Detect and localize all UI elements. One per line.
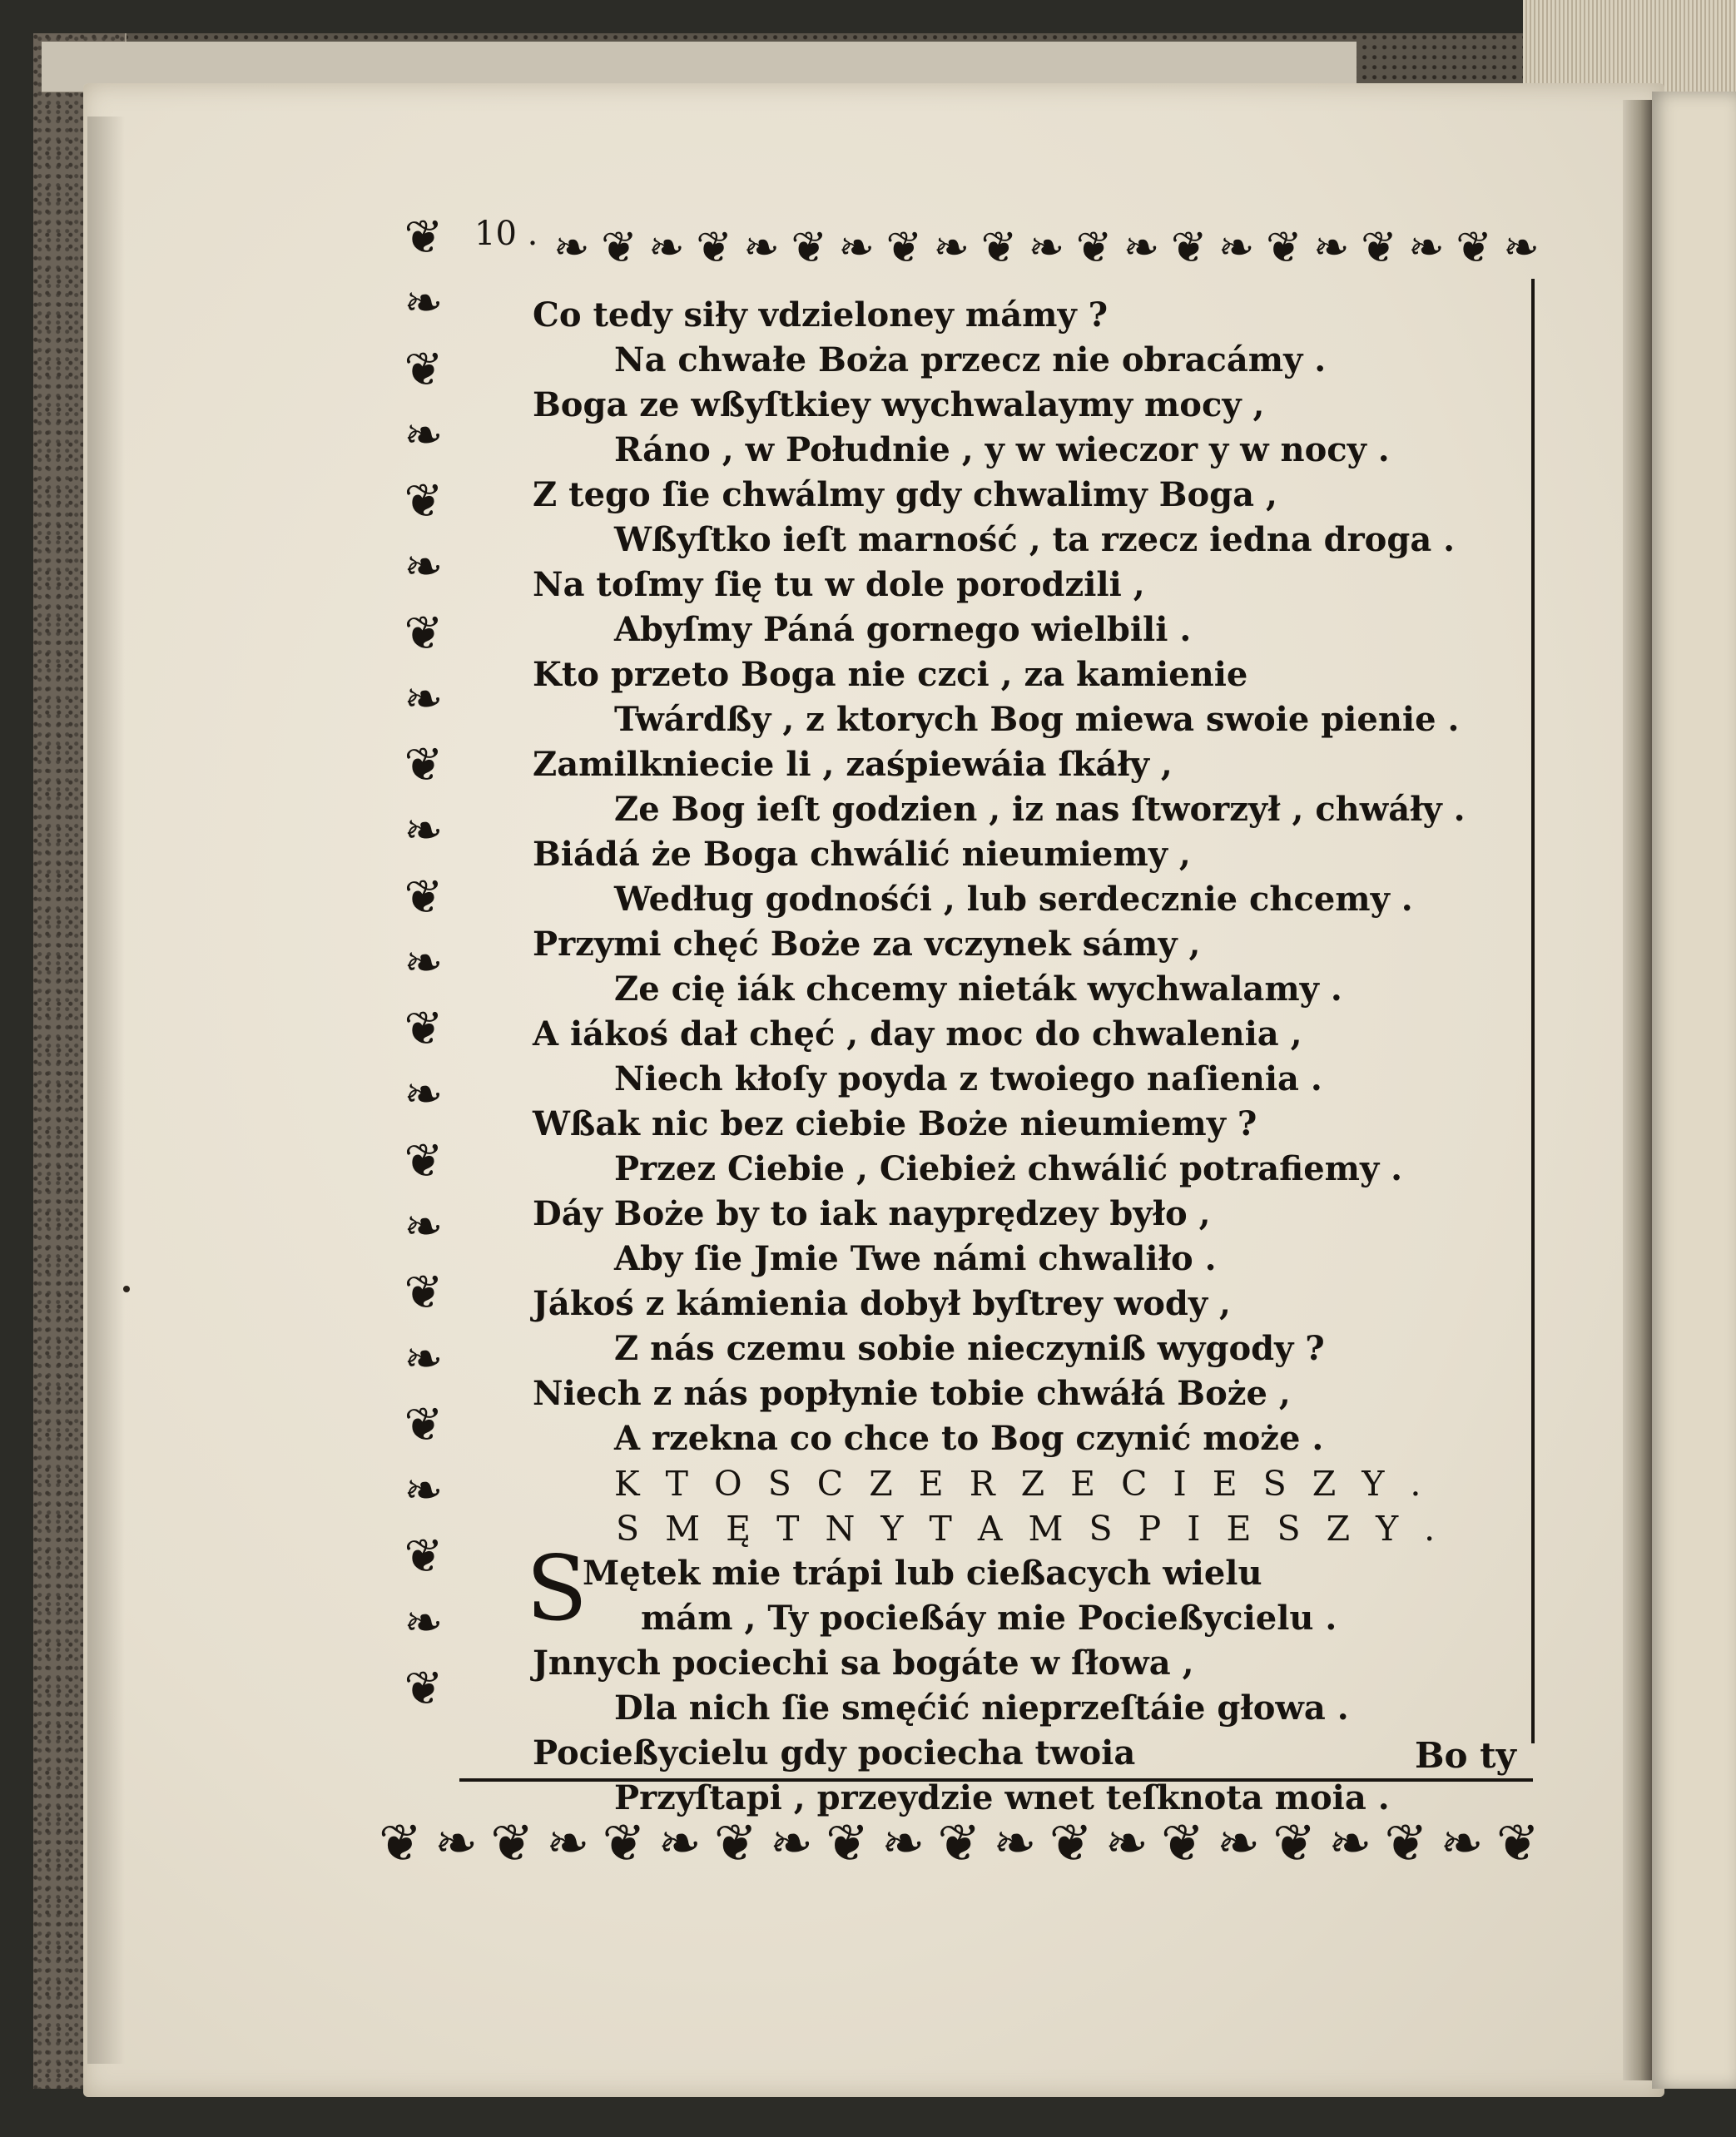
fleuron-ornament-icon: ❧ <box>1123 223 1160 273</box>
fleuron-ornament-icon: ❦ <box>826 1812 870 1873</box>
verse-line: A rzekna co chce to Bog czynić może . <box>614 1419 1324 1458</box>
fleuron-ornament-icon: ❦ <box>404 738 444 793</box>
fleuron-ornament-icon: ❧ <box>404 672 444 726</box>
verse-line: mám , Ty pocießáy mie Pocießycielu . <box>641 1599 1337 1638</box>
page-wear <box>87 117 125 2064</box>
book-gutter <box>1623 100 1652 2080</box>
drop-cap: S <box>526 1537 588 1641</box>
verse-line: Na chwałe Boża przecz nie obracámy . <box>614 340 1327 379</box>
section-heading: S M Ę T N Y T A M S P I E S Z Y . <box>616 1509 1443 1549</box>
fleuron-ornament-icon: ❧ <box>404 540 444 595</box>
fleuron-ornament-icon: ❧ <box>404 1199 444 1254</box>
fleuron-ornament-icon: ❦ <box>404 1397 444 1452</box>
fleuron-ornament-icon: ❦ <box>404 474 444 529</box>
verse-line: Przyſtapi , przeydzie wnet teſknota moia . <box>614 1778 1390 1817</box>
fleuron-ornament-icon: ❦ <box>1361 223 1397 273</box>
verse-line: A iákoś dał chęć , day moc do chwalenia , <box>533 1014 1302 1054</box>
fleuron-ornament-icon: ❧ <box>769 1812 813 1873</box>
fleuron-ornament-icon: ❧ <box>404 1068 444 1123</box>
fleuron-ornament-icon: ❦ <box>791 223 827 273</box>
fleuron-ornament-icon: ❧ <box>648 223 685 273</box>
fleuron-ornament-icon: ❦ <box>1495 1812 1540 1873</box>
fleuron-ornament-icon: ❧ <box>404 935 444 990</box>
verse-line: Biádá że Boga chwálić nieumiemy , <box>533 835 1191 874</box>
fleuron-ornament-icon: ❧ <box>553 223 590 273</box>
fleuron-ornament-icon: ❧ <box>993 1812 1037 1873</box>
fleuron-ornament-icon: ❧ <box>1313 223 1350 273</box>
verse-line: Ze cię iák chcemy nieták wychwalamy . <box>614 969 1342 1009</box>
verse-line: Dla nich ſie smęćić nieprzeſtáie głowa . <box>614 1688 1349 1728</box>
verse-line: Ze Bog ieſt godzien , iz nas ſtworzył , chwáły . <box>614 790 1466 829</box>
verse-line: Niech kłoſy poyda z twoiego naſienia . <box>614 1059 1322 1098</box>
verse-line: Na toſmy ſię tu w dole porodzili , <box>533 565 1145 604</box>
fleuron-ornament-icon: ❦ <box>1272 1812 1317 1873</box>
verse-line: Jákoś z kámienia dobył byſtrey wody , <box>533 1284 1231 1323</box>
fleuron-ornament-icon: ❦ <box>1456 223 1492 273</box>
verse-line: Pocießycielu gdy pociecha twoia <box>533 1733 1136 1773</box>
fleuron-ornament-icon: ❦ <box>404 1002 444 1057</box>
verse-line: Według godnośći , lub serdecznie chcemy . <box>614 880 1413 919</box>
verse-line: Twárdßy , z ktorych Bog miewa swoie pienie . <box>614 700 1460 739</box>
fleuron-ornament-icon: ❦ <box>490 1812 534 1873</box>
catchword: Bo ty <box>1415 1735 1516 1776</box>
verse-line: Mętek mie trápi lub cießacych wielu <box>583 1554 1262 1593</box>
verse-line: Boga ze wßyſtkiey wychwalaymy mocy , <box>533 385 1265 424</box>
verse-line: Wßyſtko ieſt marność , ta rzecz iedna droga . <box>614 520 1456 559</box>
verse-line: Zamilkniecie li , zaśpiewáia ſkáły , <box>533 745 1173 784</box>
verse-line: Z nás czemu sobie nieczyniß wygody ? <box>614 1329 1325 1368</box>
fleuron-ornament-icon: ❧ <box>434 1812 479 1873</box>
fleuron-ornament-icon: ❦ <box>980 223 1018 273</box>
fleuron-ornament-icon: ❦ <box>937 1812 981 1873</box>
fleuron-ornament-icon: ❧ <box>838 223 875 273</box>
fleuron-ornament-icon: ❦ <box>696 223 732 273</box>
ink-speck <box>123 1286 130 1292</box>
fleuron-ornament-icon: ❧ <box>933 223 970 273</box>
fleuron-ornament-icon: ❧ <box>1503 223 1540 273</box>
fleuron-ornament-icon: ❦ <box>404 1133 444 1188</box>
fleuron-ornament-icon: ❦ <box>404 211 444 265</box>
fleuron-ornament-icon: ❦ <box>1075 223 1113 273</box>
stanza-opening <box>526 1537 1540 1641</box>
fleuron-ornament-icon: ❧ <box>404 1464 444 1519</box>
verse-line: Dáy Boże by to iak nayprędzey było , <box>533 1194 1211 1233</box>
fleuron-ornament-icon: ❦ <box>404 1661 444 1716</box>
fleuron-ornament-icon: ❦ <box>404 342 444 397</box>
fleuron-ornament-icon: ❧ <box>404 1331 444 1386</box>
fleuron-ornament-icon: ❧ <box>657 1812 702 1873</box>
fleuron-ornament-icon: ❧ <box>1218 223 1255 273</box>
fleuron-ornament-icon: ❧ <box>1408 223 1445 273</box>
fleuron-ornament-icon: ❧ <box>1328 1812 1372 1873</box>
fleuron-ornament-icon: ❦ <box>404 606 444 661</box>
page-number: 10 . <box>474 215 538 253</box>
fleuron-ornament-icon: ❧ <box>1028 223 1065 273</box>
fleuron-ornament-icon: ❦ <box>1049 1812 1093 1873</box>
fleuron-ornament-icon: ❦ <box>1160 1812 1204 1873</box>
poem-text <box>526 293 1540 1821</box>
verse-line: Kto przeto Boga nie czci , za kamienie <box>533 655 1248 694</box>
fleuron-ornament-icon: ❦ <box>601 223 637 273</box>
fleuron-ornament-icon: ❧ <box>1440 1812 1484 1873</box>
fleuron-ornament-icon: ❦ <box>1384 1812 1428 1873</box>
ornament-border-left <box>389 211 458 1716</box>
verse-line: Jnnych pociechi sa bogáte w ſłowa , <box>533 1644 1194 1683</box>
fleuron-ornament-icon: ❦ <box>404 1530 444 1584</box>
fleuron-ornament-icon: ❦ <box>404 870 444 925</box>
verse-line: Ráno , w Południe , y w wieczor y w nocy . <box>614 430 1390 469</box>
verse-line: Niech z nás popłynie tobie chwáłá Boże , <box>533 1374 1291 1413</box>
fleuron-ornament-icon: ❦ <box>713 1812 757 1873</box>
verse-line: Abyſmy Páná gornego wielbili . <box>614 610 1192 649</box>
facing-page <box>1652 92 1736 2089</box>
ornament-border-top <box>553 215 1540 281</box>
verse-line: Wßak nic bez ciebie Boże nieumiemy ? <box>533 1104 1257 1143</box>
fleuron-ornament-icon: ❧ <box>881 1812 925 1873</box>
page-block-edge <box>1523 0 1736 92</box>
fleuron-ornament-icon: ❦ <box>1170 223 1208 273</box>
verse-line: Aby ſie Jmie Twe námi chwaliło . <box>614 1239 1217 1278</box>
verse-line: Przez Ciebie , Ciebież chwálić potrafiemy . <box>614 1149 1403 1188</box>
verse-line: Przymi chęć Boże za vczynek sámy , <box>533 925 1201 964</box>
fleuron-ornament-icon: ❧ <box>404 408 444 463</box>
fleuron-ornament-icon: ❧ <box>743 223 780 273</box>
fleuron-ornament-icon: ❦ <box>885 223 923 273</box>
fleuron-ornament-icon: ❧ <box>404 804 444 859</box>
fleuron-ornament-icon: ❧ <box>404 1595 444 1650</box>
fleuron-ornament-icon: ❧ <box>546 1812 590 1873</box>
fleuron-ornament-icon: ❦ <box>602 1812 646 1873</box>
section-heading: K T O S C Z E R Z E C I E S Z Y . <box>614 1464 1429 1504</box>
fleuron-ornament-icon: ❧ <box>1104 1812 1148 1873</box>
verse-line: Co tedy siły vdzieloney mámy ? <box>533 295 1109 335</box>
fleuron-ornament-icon: ❦ <box>1265 223 1302 273</box>
verse-line: Z tego ſie chwálmy gdy chwalimy Boga , <box>533 475 1277 514</box>
fleuron-ornament-icon: ❧ <box>404 276 444 331</box>
fleuron-ornament-icon: ❦ <box>404 1266 444 1321</box>
fleuron-ornament-icon: ❧ <box>1217 1812 1261 1873</box>
fleuron-ornament-icon: ❦ <box>379 1812 422 1873</box>
